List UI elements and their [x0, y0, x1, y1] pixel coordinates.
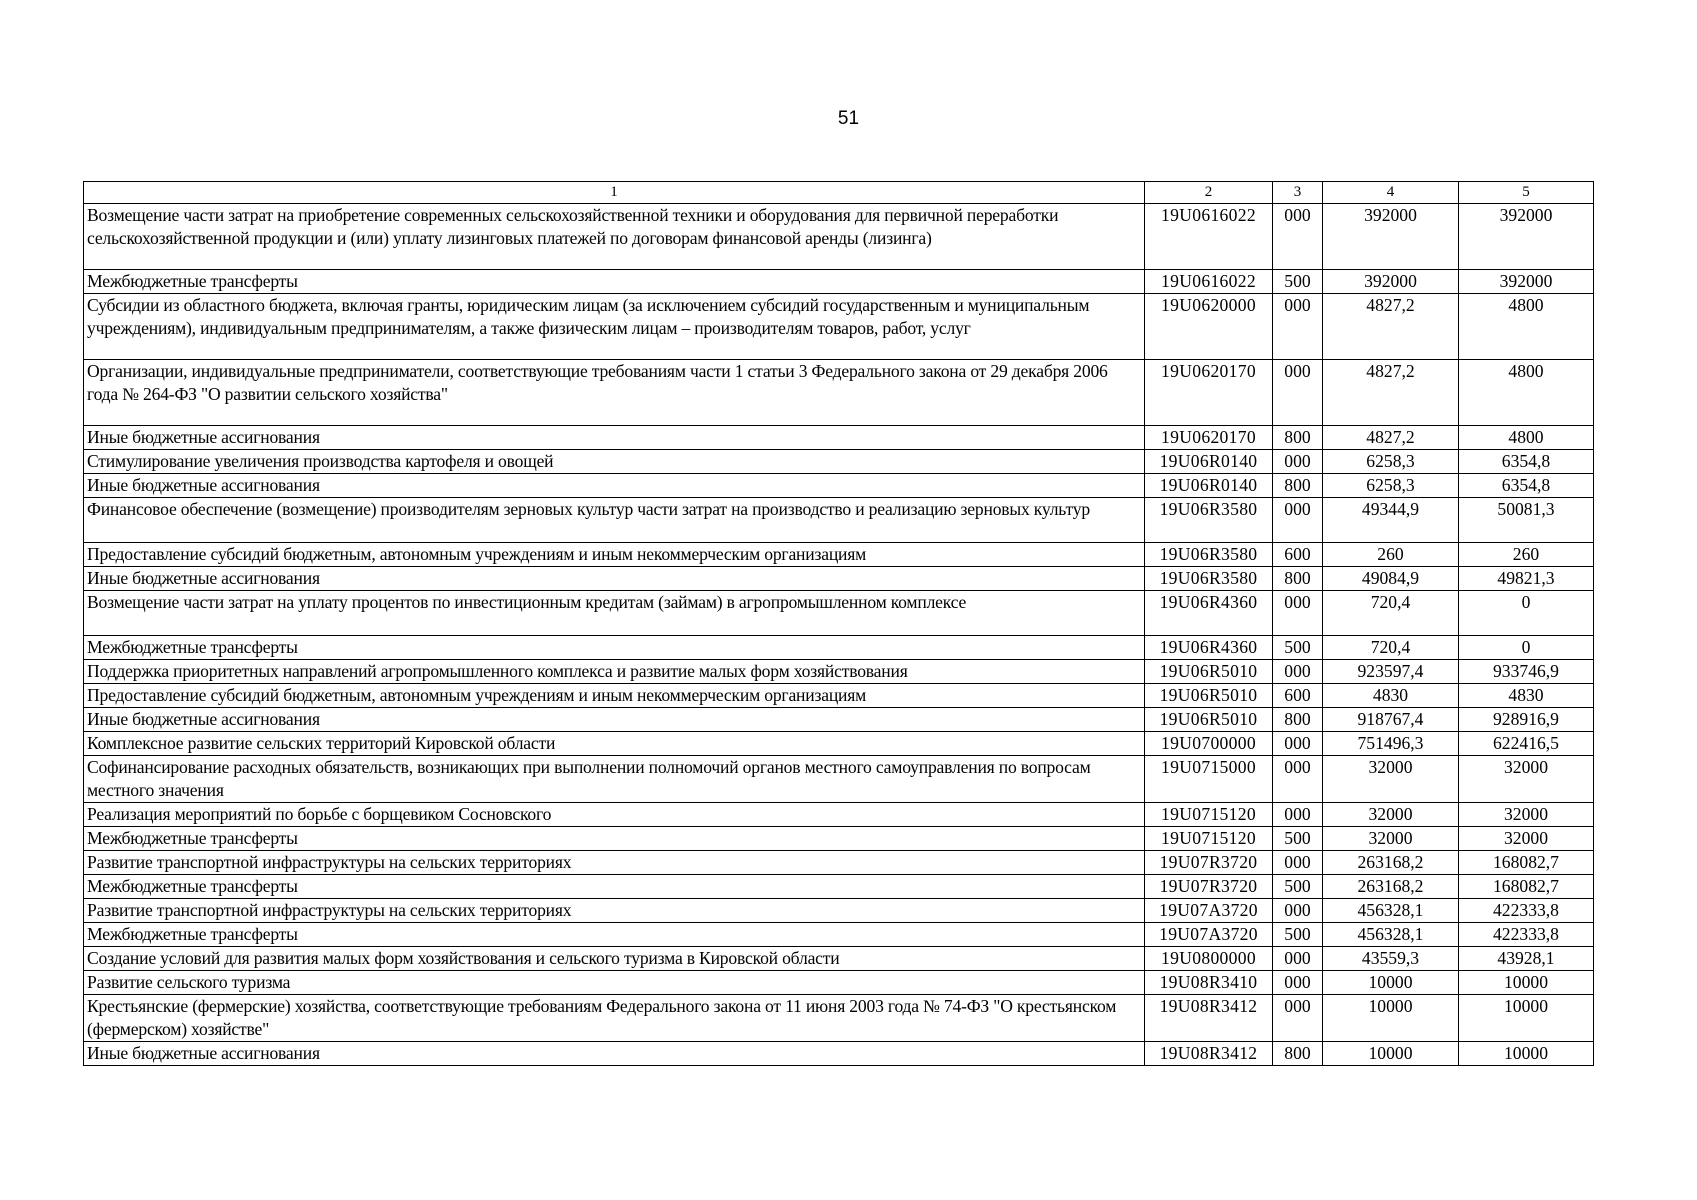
table-row [84, 591, 1594, 636]
row-value-2-cell: 49821,3 [1459, 567, 1594, 591]
row-type-cell: 800 [1273, 474, 1323, 498]
row-value-2-cell: 933746,9 [1459, 660, 1594, 684]
row-type-cell: 800 [1273, 567, 1323, 591]
table-row [84, 875, 1594, 899]
row-code-cell: 19U07R3720 [1145, 851, 1273, 875]
page-number: 51 [837, 108, 860, 129]
table-row [84, 995, 1594, 1042]
column-header: 1 [84, 182, 1145, 204]
table-row [84, 426, 1594, 450]
row-type-cell: 000 [1273, 732, 1323, 756]
row-name-cell: Создание условий для развития малых форм хозяйствования и сельского туризма в Кировской области [84, 947, 1145, 971]
table-row [84, 923, 1594, 947]
table-row [84, 270, 1594, 294]
row-value-1-cell: 392000 [1323, 270, 1459, 294]
row-code-cell: 19U0616022 [1145, 270, 1273, 294]
row-value-1-cell: 4827,2 [1323, 360, 1459, 426]
row-value-2-cell: 0 [1459, 591, 1594, 636]
row-name-cell: Возмещение части затрат на приобретение современных сельскохозяйственной техники и оборудования для первичной переработки сельскохозяйственной продукции и (или) уплату лизинговых платежей по договорам финансовой аренды (лизинга) [84, 204, 1145, 270]
row-value-1-cell: 49084,9 [1323, 567, 1459, 591]
row-code-cell: 19U0800000 [1145, 947, 1273, 971]
row-name-cell: Реализация мероприятий по борьбе с борщевиком Сосновского [84, 803, 1145, 827]
row-value-1-cell: 263168,2 [1323, 875, 1459, 899]
row-value-1-cell: 49344,9 [1323, 498, 1459, 543]
table-row [84, 684, 1594, 708]
row-name-cell: Финансовое обеспечение (возмещение) производителям зерновых культур части затрат на производство и реализацию зерновых культур [84, 498, 1145, 543]
row-name-cell: Предоставление субсидий бюджетным, автономным учреждениям и иным некоммерческим организациям [84, 684, 1145, 708]
row-value-2-cell: 0 [1459, 636, 1594, 660]
row-code-cell: 19U06R5010 [1145, 708, 1273, 732]
row-name-cell: Межбюджетные трансферты [84, 636, 1145, 660]
table-row [84, 474, 1594, 498]
row-name-cell: Иные бюджетные ассигнования [84, 474, 1145, 498]
row-type-cell: 000 [1273, 947, 1323, 971]
row-value-2-cell: 168082,7 [1459, 851, 1594, 875]
table-row [84, 827, 1594, 851]
row-name-cell: Развитие сельского туризма [84, 971, 1145, 995]
row-name-cell: Межбюджетные трансферты [84, 875, 1145, 899]
row-value-2-cell: 32000 [1459, 756, 1594, 803]
row-name-cell: Крестьянские (фермерские) хозяйства, соответствующие требованиям Федерального закона от 11 июня 2003 года № 74-ФЗ "О крестьянском (фермерском) хозяйстве" [84, 995, 1145, 1042]
row-name-cell: Межбюджетные трансферты [84, 827, 1145, 851]
row-value-1-cell: 4827,2 [1323, 426, 1459, 450]
row-value-2-cell: 392000 [1459, 270, 1594, 294]
row-value-1-cell: 10000 [1323, 971, 1459, 995]
row-value-2-cell: 4800 [1459, 294, 1594, 360]
table-row [84, 899, 1594, 923]
table-row [84, 851, 1594, 875]
row-value-1-cell: 751496,3 [1323, 732, 1459, 756]
row-value-1-cell: 4827,2 [1323, 294, 1459, 360]
row-code-cell: 19U0620000 [1145, 294, 1273, 360]
row-name-cell: Межбюджетные трансферты [84, 270, 1145, 294]
row-type-cell: 500 [1273, 827, 1323, 851]
table-row [84, 947, 1594, 971]
row-value-2-cell: 392000 [1459, 204, 1594, 270]
table-row [84, 732, 1594, 756]
row-type-cell: 000 [1273, 971, 1323, 995]
row-type-cell: 500 [1273, 923, 1323, 947]
table-row [84, 204, 1594, 270]
row-type-cell: 000 [1273, 899, 1323, 923]
row-code-cell: 19U0715120 [1145, 803, 1273, 827]
row-code-cell: 19U06R3580 [1145, 498, 1273, 543]
budget-table [83, 181, 1594, 1066]
table-row [84, 971, 1594, 995]
row-code-cell: 19U07A3720 [1145, 923, 1273, 947]
row-value-1-cell: 720,4 [1323, 591, 1459, 636]
row-value-1-cell: 720,4 [1323, 636, 1459, 660]
table-row [84, 803, 1594, 827]
row-value-2-cell: 422333,8 [1459, 899, 1594, 923]
column-header: 4 [1323, 182, 1459, 204]
row-type-cell: 000 [1273, 360, 1323, 426]
row-type-cell: 800 [1273, 426, 1323, 450]
row-type-cell: 500 [1273, 875, 1323, 899]
row-name-cell: Стимулирование увеличения производства картофеля и овощей [84, 450, 1145, 474]
row-code-cell: 19U06R4360 [1145, 636, 1273, 660]
row-value-1-cell: 923597,4 [1323, 660, 1459, 684]
row-code-cell: 19U07A3720 [1145, 899, 1273, 923]
row-value-2-cell: 928916,9 [1459, 708, 1594, 732]
row-value-2-cell: 32000 [1459, 827, 1594, 851]
table-header-row [84, 182, 1594, 204]
row-type-cell: 000 [1273, 498, 1323, 543]
row-type-cell: 600 [1273, 543, 1323, 567]
row-type-cell: 000 [1273, 450, 1323, 474]
row-name-cell: Иные бюджетные ассигнования [84, 426, 1145, 450]
row-value-2-cell: 260 [1459, 543, 1594, 567]
table-row [84, 498, 1594, 543]
row-name-cell: Комплексное развитие сельских территорий Кировской области [84, 732, 1145, 756]
row-name-cell: Субсидии из областного бюджета, включая гранты, юридическим лицам (за исключением субсидий государственным и муниципальным учреждениям), индивидуальным предпринимателям, а также физическим лицам – производителям товаров, работ, услуг [84, 294, 1145, 360]
row-value-2-cell: 43928,1 [1459, 947, 1594, 971]
row-type-cell: 600 [1273, 684, 1323, 708]
row-code-cell: 19U06R5010 [1145, 684, 1273, 708]
row-type-cell: 000 [1273, 803, 1323, 827]
row-code-cell: 19U0700000 [1145, 732, 1273, 756]
row-value-2-cell: 622416,5 [1459, 732, 1594, 756]
row-code-cell: 19U0620170 [1145, 426, 1273, 450]
row-name-cell: Иные бюджетные ассигнования [84, 567, 1145, 591]
row-value-2-cell: 32000 [1459, 803, 1594, 827]
row-code-cell: 19U08R3410 [1145, 971, 1273, 995]
row-value-2-cell: 6354,8 [1459, 450, 1594, 474]
row-type-cell: 000 [1273, 756, 1323, 803]
row-value-2-cell: 6354,8 [1459, 474, 1594, 498]
table-row [84, 294, 1594, 360]
row-value-2-cell: 10000 [1459, 1042, 1594, 1066]
row-code-cell: 19U06R3580 [1145, 567, 1273, 591]
row-value-1-cell: 4830 [1323, 684, 1459, 708]
row-code-cell: 19U06R0140 [1145, 474, 1273, 498]
row-code-cell: 19U08R3412 [1145, 1042, 1273, 1066]
column-header: 5 [1459, 182, 1594, 204]
row-name-cell: Предоставление субсидий бюджетным, автономным учреждениям и иным некоммерческим организациям [84, 543, 1145, 567]
row-type-cell: 500 [1273, 270, 1323, 294]
row-value-1-cell: 32000 [1323, 827, 1459, 851]
row-value-2-cell: 422333,8 [1459, 923, 1594, 947]
row-type-cell: 000 [1273, 591, 1323, 636]
row-type-cell: 500 [1273, 636, 1323, 660]
table-row [84, 660, 1594, 684]
row-name-cell: Межбюджетные трансферты [84, 923, 1145, 947]
row-name-cell: Иные бюджетные ассигнования [84, 1042, 1145, 1066]
row-value-1-cell: 260 [1323, 543, 1459, 567]
row-value-1-cell: 456328,1 [1323, 923, 1459, 947]
row-type-cell: 800 [1273, 708, 1323, 732]
row-code-cell: 19U06R0140 [1145, 450, 1273, 474]
table-row [84, 543, 1594, 567]
row-name-cell: Развитие транспортной инфраструктуры на сельских территориях [84, 899, 1145, 923]
row-value-2-cell: 168082,7 [1459, 875, 1594, 899]
row-name-cell: Софинансирование расходных обязательств, возникающих при выполнении полномочий органов местного самоуправления по вопросам местного значения [84, 756, 1145, 803]
row-value-1-cell: 32000 [1323, 803, 1459, 827]
row-code-cell: 19U08R3412 [1145, 995, 1273, 1042]
row-value-1-cell: 456328,1 [1323, 899, 1459, 923]
row-name-cell: Организации, индивидуальные предприниматели, соответствующие требованиям части 1 статьи 3 Федерального закона от 29 декабря 2006 года № 264-ФЗ "О развитии сельского хозяйства" [84, 360, 1145, 426]
row-value-2-cell: 4800 [1459, 360, 1594, 426]
row-value-1-cell: 6258,3 [1323, 450, 1459, 474]
row-code-cell: 19U0616022 [1145, 204, 1273, 270]
row-code-cell: 19U0715000 [1145, 756, 1273, 803]
row-value-1-cell: 10000 [1323, 1042, 1459, 1066]
row-value-1-cell: 6258,3 [1323, 474, 1459, 498]
row-type-cell: 000 [1273, 851, 1323, 875]
row-value-1-cell: 918767,4 [1323, 708, 1459, 732]
row-name-cell: Иные бюджетные ассигнования [84, 708, 1145, 732]
row-code-cell: 19U06R4360 [1145, 591, 1273, 636]
row-value-1-cell: 32000 [1323, 756, 1459, 803]
row-code-cell: 19U07R3720 [1145, 875, 1273, 899]
table-row [84, 360, 1594, 426]
table-row [84, 756, 1594, 803]
table-row [84, 708, 1594, 732]
row-type-cell: 000 [1273, 995, 1323, 1042]
row-value-2-cell: 4800 [1459, 426, 1594, 450]
row-value-2-cell: 10000 [1459, 971, 1594, 995]
row-name-cell: Развитие транспортной инфраструктуры на сельских территориях [84, 851, 1145, 875]
row-code-cell: 19U06R3580 [1145, 543, 1273, 567]
row-type-cell: 000 [1273, 294, 1323, 360]
row-code-cell: 19U0715120 [1145, 827, 1273, 851]
row-code-cell: 19U0620170 [1145, 360, 1273, 426]
row-value-2-cell: 50081,3 [1459, 498, 1594, 543]
row-code-cell: 19U06R5010 [1145, 660, 1273, 684]
table-row [84, 636, 1594, 660]
row-value-1-cell: 43559,3 [1323, 947, 1459, 971]
row-type-cell: 000 [1273, 204, 1323, 270]
row-type-cell: 000 [1273, 660, 1323, 684]
column-header: 3 [1273, 182, 1323, 204]
table-row [84, 567, 1594, 591]
row-value-1-cell: 263168,2 [1323, 851, 1459, 875]
row-value-2-cell: 10000 [1459, 995, 1594, 1042]
row-name-cell: Возмещение части затрат на уплату процентов по инвестиционным кредитам (займам) в агропромышленном комплексе [84, 591, 1145, 636]
table-row [84, 450, 1594, 474]
row-name-cell: Поддержка приоритетных направлений агропромышленного комплекса и развитие малых форм хозяйствования [84, 660, 1145, 684]
table-row [84, 1042, 1594, 1066]
row-value-2-cell: 4830 [1459, 684, 1594, 708]
row-value-1-cell: 392000 [1323, 204, 1459, 270]
row-type-cell: 800 [1273, 1042, 1323, 1066]
row-value-1-cell: 10000 [1323, 995, 1459, 1042]
column-header: 2 [1145, 182, 1273, 204]
